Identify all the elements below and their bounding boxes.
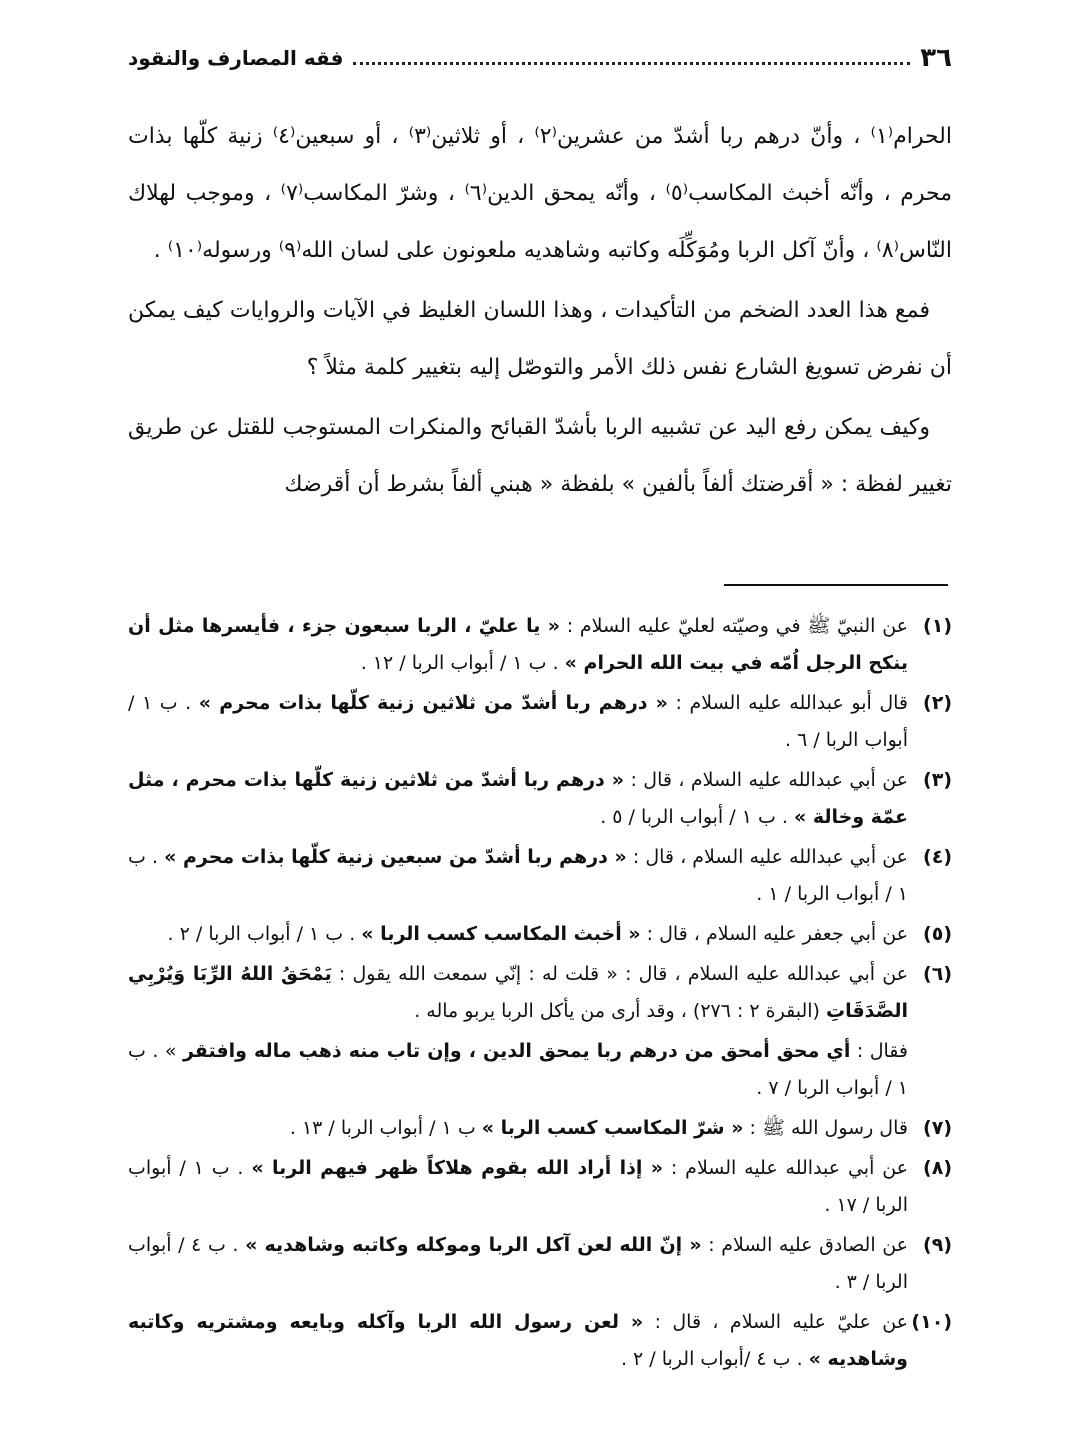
footnote-text <box>128 1150 908 1224</box>
footnote-number: (٥) <box>923 923 952 945</box>
main-text <box>128 108 952 513</box>
footnote-reference: . ب ١ / أبواب الربا / ١ . <box>128 846 908 905</box>
book-title: فقه المصارف والنقود <box>128 46 344 70</box>
footnote-quote: « يا عليّ ، الربا سبعون جزء ، فأيسرها مثل أن ينكح الرجل اُمّه في بيت الله الحرام » <box>128 615 908 674</box>
footnote-number: (٦) <box>923 963 952 985</box>
footnote-4 <box>128 839 952 913</box>
paragraph-2: فمع هذا العدد الضخم من التأكيدات ، وهذا اللسان الغليظ في الآيات والروايات كيف يمكن أن نفرض تسويغ الشارع نفس ذلك الأمر والتوصّل إليه بتغيير كلمة مثلاً ؟ <box>128 298 952 380</box>
footnote-text <box>128 839 908 913</box>
footnote-lead: قال أبو عبدالله عليه السلام : <box>667 692 909 714</box>
footnote-3 <box>128 762 952 836</box>
footnote-lead: قال رسول الله ﷺ : <box>743 1117 908 1139</box>
footnote-reference: » . ب ١ / أبواب الربا / ٧ . <box>128 1040 908 1099</box>
footnote-quote: « شرّ المكاسب كسب الربا » <box>481 1117 744 1139</box>
paragraph-1: الحرام⁽١⁾ ، وأنّ درهم ربا أشدّ من عشرين⁽٢⁾ ، أو ثلاثين⁽٣⁾ ، أو سبعين⁽٤⁾ زنية كلّها بذات محرم ، وأنّه أخبث المكاسب⁽٥⁾ ، وأنّه يمحق الدين⁽٦⁾ ، وشرّ المكاسب⁽٧⁾ ، وموجب لهلاك النّاس⁽٨⁾ ، وأنّ آكل الربا ومُوَكِّلَه وكاتبه وشاهديه ملعونون على لسان الله⁽٩⁾ ورسوله⁽١٠⁾ . <box>128 124 952 263</box>
footnote-lead: فقال : <box>850 1040 908 1062</box>
footnote-number: (١) <box>923 615 952 637</box>
footnote-text <box>128 1110 908 1147</box>
footnote-reference: (البقرة ٢ : ٢٧٦) ، وقد أرى من يأكل الربا يربو ماله . <box>414 1000 826 1022</box>
footnote-separator <box>724 584 948 586</box>
paragraph-3: وكيف يمكن رفع اليد عن تشبيه الربا بأشدّ القبائح والمنكرات المستوجب للقتل عن طريق تغيير لفظة : « أقرضتك ألفاً بألفين » بلفظة « هبني ألفاً بشرط أن أقرضك <box>128 415 952 497</box>
footnote-text <box>128 685 908 759</box>
page-number: ٣٦ <box>920 43 952 73</box>
footnote-6 <box>128 956 952 1030</box>
footnote-lead: عن أبي جعفر عليه السلام ، قال : <box>640 923 908 945</box>
footnote-text <box>128 916 908 953</box>
footnote-number: (٨) <box>923 1157 952 1179</box>
footnote-quote: « أخبث المكاسب كسب الربا » <box>361 923 641 945</box>
footnote-text <box>128 956 908 1030</box>
footnote-quote: « إذا أراد الله بقوم هلاكاً ظهر فيهم الربا » <box>251 1157 664 1179</box>
footnote-reference: ب ١ / أبواب الربا / ١٣ . <box>289 1117 482 1139</box>
footnote-number: (٢) <box>923 692 952 714</box>
footnote-number: (٤) <box>923 846 952 868</box>
footnote-lead: عن أبي عبدالله عليه السلام : <box>663 1157 908 1179</box>
footnote-reference: . ب ١ / أبواب الربا / ٢ . <box>167 923 362 945</box>
footnote-1 <box>128 608 952 682</box>
footnote-reference: . ب ١ /أبواب الربا / ٦ . <box>128 692 908 751</box>
footnote-lead: عن الصادق عليه السلام : <box>701 1234 909 1256</box>
footnote-quote: « درهم ربا أشدّ من ثلاثين زنية كلّها بذات محرم ، مثل عمّة وخالة » <box>128 769 908 828</box>
footnote-reference: . ب ١ / أبواب الربا / ١٢ . <box>360 652 565 674</box>
footnote-quote: « إنّ الله لعن آكل الربا وموكله وكاتبه وشاهديه » <box>245 1234 702 1256</box>
footnote-9 <box>128 1227 952 1301</box>
footnote-10 <box>128 1304 952 1378</box>
footnote-lead: عن أبي عبدالله عليه السلام ، قال : <box>624 769 908 791</box>
footnote-reference: . ب ٤ / أبواب الربا / ٣ . <box>128 1234 908 1293</box>
footnote-quote: « درهم ربا أشدّ من ثلاثين زنية كلّها بذات محرم » <box>198 692 668 714</box>
leader-dots <box>353 62 910 65</box>
footnote-number: (٣) <box>923 769 952 791</box>
footnote-lead: عن النبيّ ﷺ في وصيّته لعليّ عليه السلام : <box>559 615 908 637</box>
footnote-text <box>128 1304 908 1378</box>
footnote-text <box>128 762 908 836</box>
footnote-2 <box>128 685 952 759</box>
footnote-number: (١٠) <box>911 1311 952 1333</box>
footnote-number: (٩) <box>923 1234 952 1256</box>
footnote-quote: « درهم ربا أشدّ من سبعين زنية كلّها بذات محرم » <box>164 846 627 868</box>
footnote-text <box>128 608 908 682</box>
footnote-lead: عن أبي عبدالله عليه السلام ، قال : <box>626 846 908 868</box>
footnote-reference: . ب ١ / أبواب الربا / ٥ . <box>600 806 794 828</box>
footnote-quote: أي محق أمحق من درهم ربا يمحق الدين ، وإن تاب منه ذهب ماله وافتقر <box>182 1040 851 1062</box>
footnote-reference: . ب ٤ /أبواب الربا / ٢ . <box>620 1348 809 1370</box>
footnote-quote: يَمْحَقُ اللهُ الرِّبَا وَيُرْبِي الصَّدَقَاتِ <box>128 963 908 1022</box>
footnote-quote: « لعن رسول الله الربا وآكله وبايعه ومشتريه وكاتبه وشاهديه » <box>128 1311 908 1370</box>
footnote-5 <box>128 916 952 953</box>
footnote-8 <box>128 1150 952 1224</box>
footnote-text <box>128 1033 908 1107</box>
footnote-reference: . ب ١ / أبواب الربا / ١٧ . <box>128 1157 908 1216</box>
running-header <box>128 40 952 76</box>
footnote-6-continuation <box>128 1033 952 1107</box>
footnote-lead: عن أبي عبدالله عليه السلام ، قال : « قلت له : إنّي سمعت الله يقول : <box>331 963 908 985</box>
footnote-lead: عن عليّ عليه السلام ، قال : <box>643 1311 908 1333</box>
footnote-text <box>128 1227 908 1301</box>
footnotes <box>128 608 952 1381</box>
footnote-number: (٧) <box>923 1117 952 1139</box>
footnote-7 <box>128 1110 952 1147</box>
